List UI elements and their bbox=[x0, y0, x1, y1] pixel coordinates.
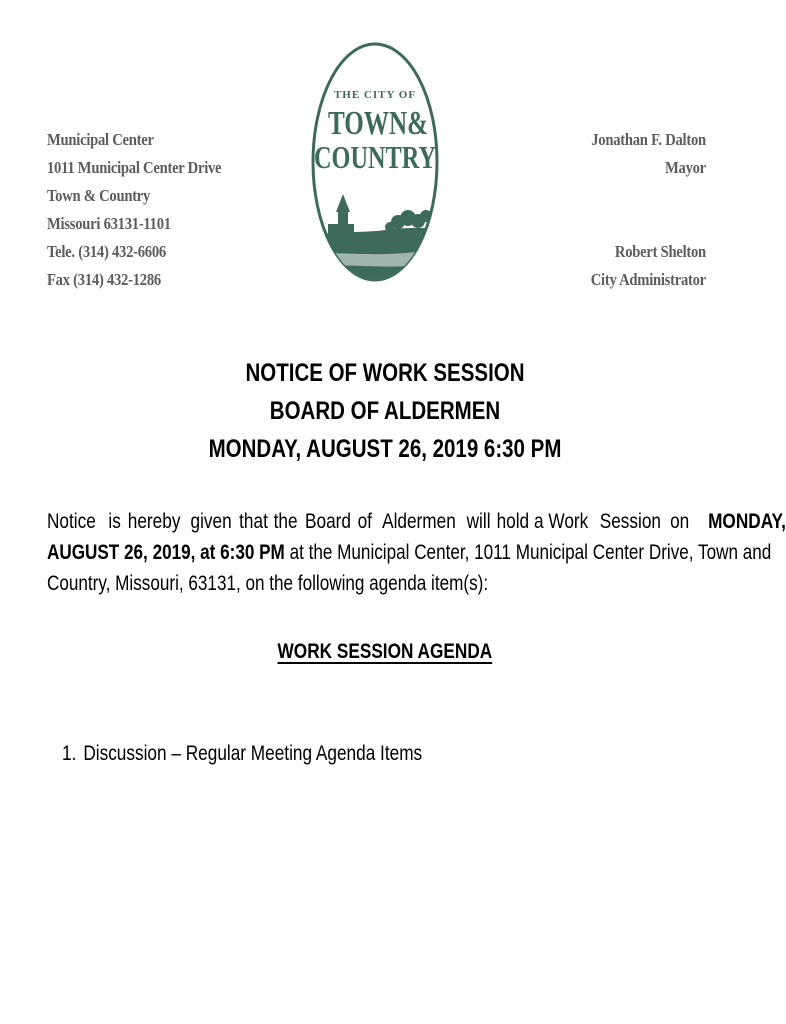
address-line: Missouri 63131-1101 bbox=[47, 214, 171, 233]
notice-line-2 bbox=[47, 537, 772, 568]
administrator-title: City Administrator bbox=[590, 270, 706, 289]
agenda-list bbox=[62, 742, 501, 766]
logo-line-2: TOWN& bbox=[328, 105, 428, 142]
fax-line: Fax (314) 432-1286 bbox=[47, 270, 161, 289]
notice-word: the bbox=[273, 510, 298, 533]
city-logo bbox=[300, 34, 450, 296]
notice-paragraph bbox=[47, 506, 786, 599]
address-line: 1011 Municipal Center Drive bbox=[47, 158, 222, 177]
notice-word: a bbox=[533, 510, 544, 533]
notice-line-3: Country, Missouri, 63131, on the following agenda item(s): bbox=[47, 572, 489, 595]
officials-block bbox=[572, 126, 706, 294]
notice-word: Board bbox=[305, 510, 352, 533]
address-block bbox=[47, 126, 250, 294]
notice-word: hold bbox=[496, 510, 530, 533]
notice-word: given bbox=[190, 510, 232, 533]
heading-line-3: MONDAY, AUGUST 26, 2019 6:30 PM bbox=[208, 435, 562, 463]
heading-line-1: NOTICE OF WORK SESSION bbox=[245, 359, 525, 387]
notice-word: is bbox=[107, 510, 121, 533]
logo-line-3: COUNTRY bbox=[314, 139, 436, 175]
notice-word: Session bbox=[599, 510, 661, 533]
notice-word: Aldermen bbox=[382, 510, 456, 533]
notice-heading bbox=[0, 354, 770, 468]
agenda-item-number: 1. bbox=[62, 742, 77, 765]
notice-line-1 bbox=[47, 506, 786, 537]
mayor-title: Mayor bbox=[665, 158, 706, 177]
agenda-title bbox=[0, 640, 770, 664]
notice-day-bold: MONDAY, bbox=[708, 510, 786, 533]
address-line: Town & Country bbox=[47, 186, 151, 205]
notice-word: of bbox=[357, 510, 373, 533]
heading-line-2: BOARD OF ALDERMEN bbox=[269, 397, 501, 425]
notice-word: Work bbox=[548, 510, 589, 533]
administrator-name: Robert Shelton bbox=[614, 242, 706, 261]
notice-date-bold: AUGUST 26, 2019, at 6:30 PM bbox=[47, 541, 285, 564]
notice-word: hereby bbox=[127, 510, 181, 533]
notice-word: that bbox=[239, 510, 269, 533]
agenda-title-text: WORK SESSION AGENDA bbox=[277, 640, 493, 663]
logo-line-1: THE CITY OF bbox=[333, 89, 417, 101]
notice-location: at the Municipal Center, 1011 Municipal Center Drive, Town and bbox=[284, 541, 772, 564]
agenda-item-text: Discussion – Regular Meeting Agenda Items bbox=[83, 742, 423, 765]
notice-word: on bbox=[669, 510, 689, 533]
address-line: Municipal Center bbox=[47, 130, 154, 149]
notice-word: will bbox=[466, 510, 491, 533]
notice-word: Notice bbox=[47, 510, 96, 533]
mayor-name: Jonathan F. Dalton bbox=[591, 130, 706, 149]
agenda-item bbox=[62, 742, 422, 766]
phone-line: Tele. (314) 432-6606 bbox=[47, 242, 166, 261]
